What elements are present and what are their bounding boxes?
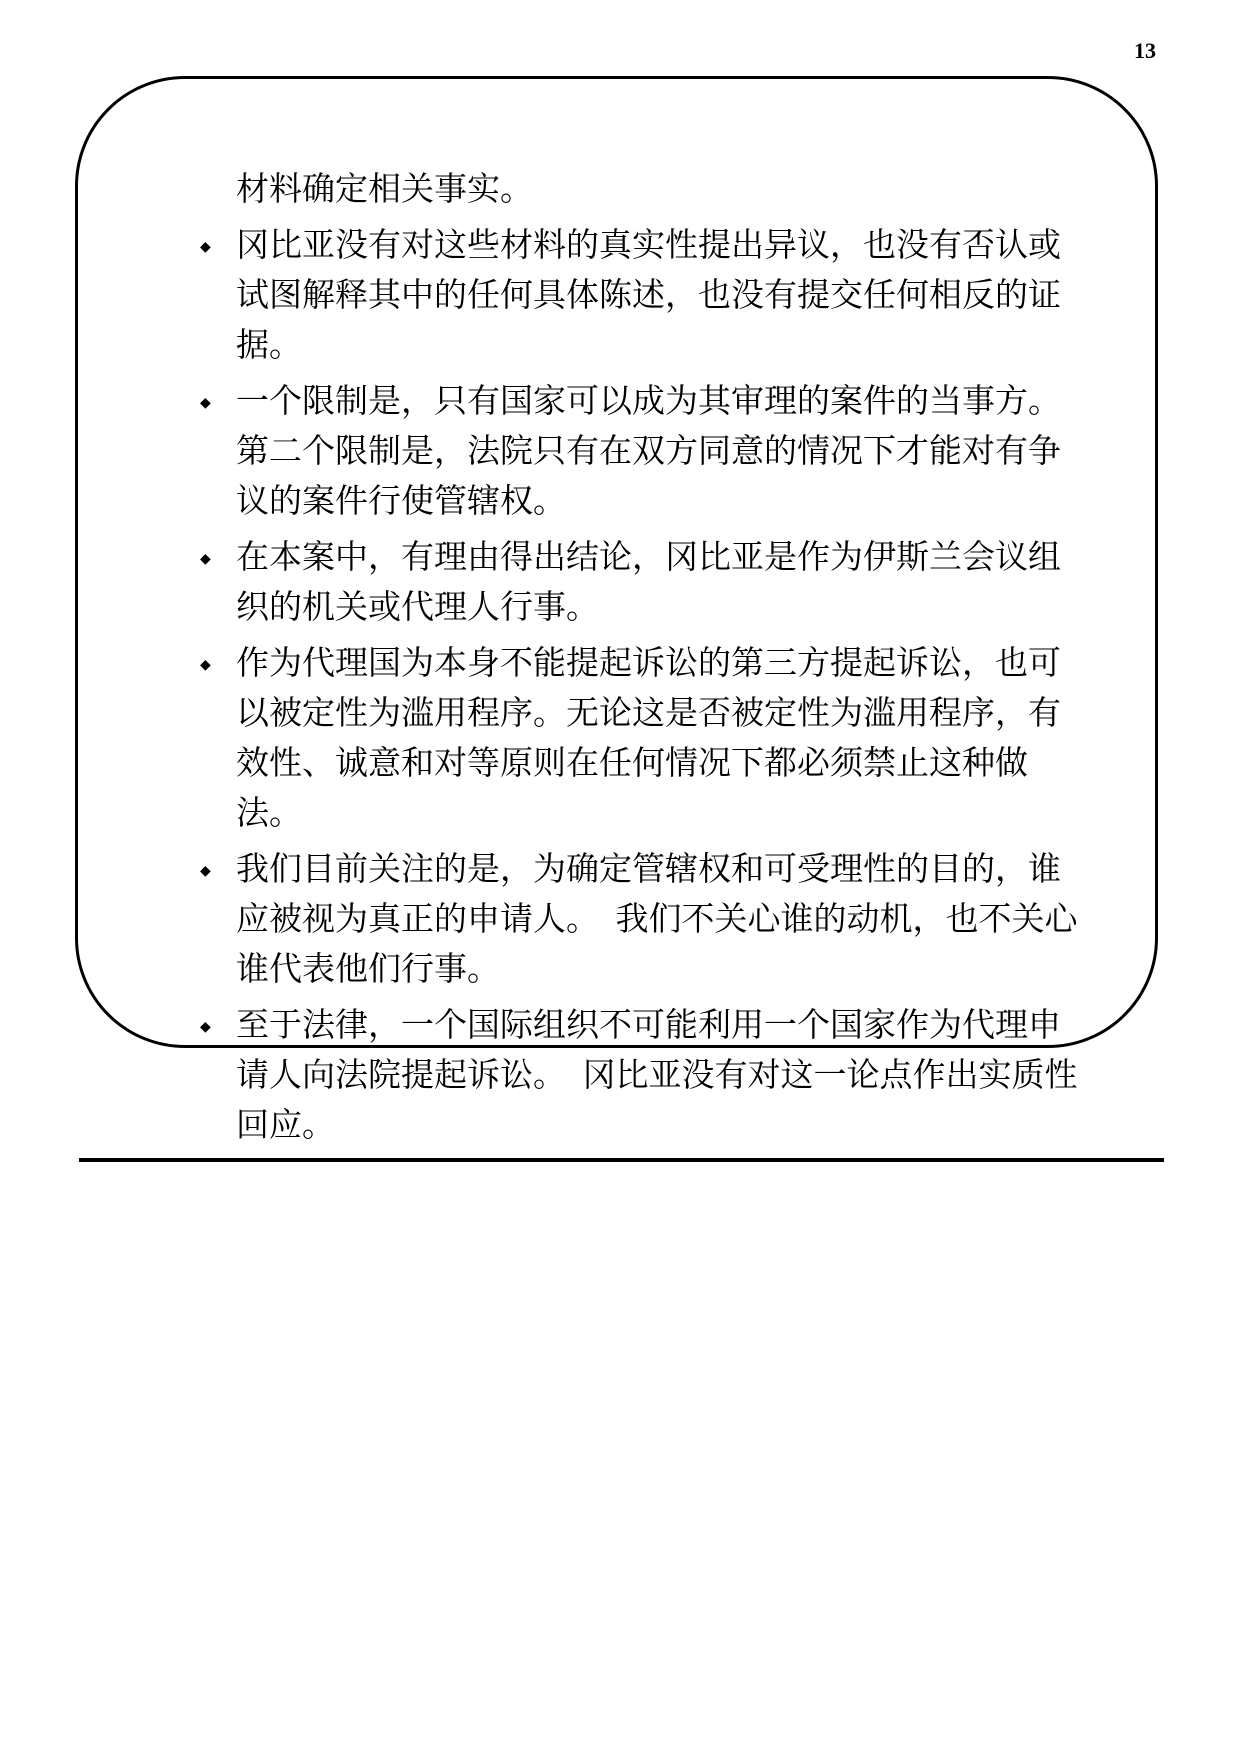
bullet-item xyxy=(163,532,1093,632)
bullet-item xyxy=(163,1000,1093,1150)
diamond-bullet-icon: ◆ xyxy=(200,239,211,255)
bullet-item xyxy=(163,220,1093,370)
bullet-text: 一个限制是，只有国家可以成为其审理的案件的当事方。 第二个限制是，法院只有在双方同意的情况下才能对有争议的案件行使管辖权。 xyxy=(236,381,1078,520)
bullet-item xyxy=(163,638,1093,838)
bullet-text: 冈比亚没有对这些材料的真实性提出异议，也没有否认或试图解释其中的任何具体陈述，也没有提交任何相反的证据。 xyxy=(236,225,1061,364)
page-number: 13 xyxy=(1134,38,1156,63)
bullet-item xyxy=(163,376,1093,526)
diamond-bullet-icon: ◆ xyxy=(200,657,211,673)
bullet-text: 在本案中，有理由得出结论，冈比亚是作为伊斯兰会议组织的机关或代理人行事。 xyxy=(236,537,1061,626)
summary-box xyxy=(75,76,1158,1144)
bullet-text: 作为代理国为本身不能提起诉讼的第三方提起诉讼，也可以被定性为滥用程序。无论这是否被定性为滥用程序，有效性、诚意和对等原则在任何情况下都必须禁止这种做法。 xyxy=(236,643,1061,832)
bullet-text: 至于法律，一个国际组织不可能利用一个国家作为代理申请人向法院提起诉讼。 冈比亚没有对这一论点作出实质性回应。 xyxy=(236,1005,1078,1144)
diamond-bullet-icon: ◆ xyxy=(200,551,211,567)
diamond-bullet-icon: ◆ xyxy=(200,863,211,879)
diamond-bullet-icon: ◆ xyxy=(200,395,211,411)
bullet-text: 我们目前关注的是，为确定管辖权和可受理性的目的，谁应被视为真正的申请人。 我们不关心谁的动机，也不关心谁代表他们行事。 xyxy=(236,849,1078,988)
summary-box-content xyxy=(163,164,1093,1156)
diamond-bullet-icon: ◆ xyxy=(200,1019,211,1035)
bullet-item xyxy=(163,844,1093,994)
continuation-text: 材料确定相关事实。 xyxy=(236,169,533,208)
footnote-divider xyxy=(79,1158,1164,1162)
